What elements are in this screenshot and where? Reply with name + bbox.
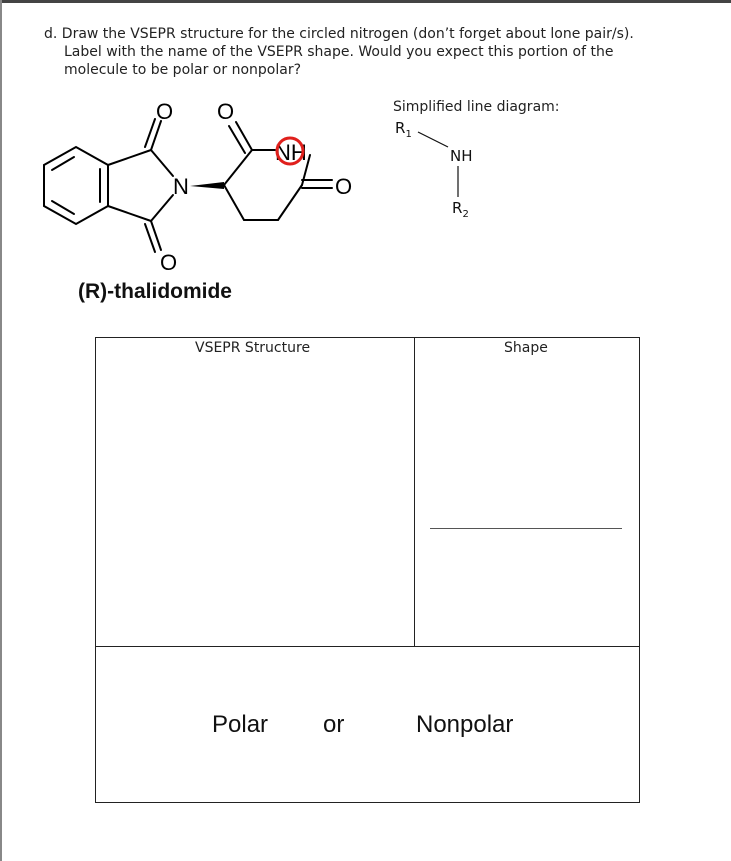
shape-cell[interactable] xyxy=(414,337,640,647)
atom-oxygen: O xyxy=(217,99,235,124)
bond xyxy=(108,206,151,221)
benzene-ring xyxy=(44,147,108,224)
polarity-cell xyxy=(95,646,640,803)
bond-r1-n xyxy=(418,132,448,147)
thalidomide-structure xyxy=(30,90,380,280)
question-line-2: Label with the name of the VSEPR shape. Would you expect this portion of the xyxy=(64,44,614,60)
atom-oxygen: O xyxy=(160,250,178,275)
carbonyl-bond xyxy=(236,122,252,150)
simplified-diagram-title: Simplified line diagram: xyxy=(393,99,560,115)
bond xyxy=(108,150,151,165)
wedge-bond xyxy=(190,182,224,189)
atom-nitrogen-imide: N xyxy=(173,174,189,199)
question-text xyxy=(44,25,704,79)
r2-group: $R_2$ xyxy=(452,199,469,220)
atom-oxygen: O xyxy=(156,99,174,124)
bond xyxy=(224,185,244,220)
bond xyxy=(278,185,302,220)
atom-nh-circled: NH xyxy=(275,140,307,165)
shape-answer-line[interactable] xyxy=(430,528,622,529)
atom-oxygen: O xyxy=(335,174,353,199)
carbonyl-bond xyxy=(229,126,245,153)
question-line-1: d. Draw the VSEPR structure for the circled nitrogen (don’t forget about lone pair/s). xyxy=(44,26,634,42)
polar-option[interactable]: Polar xyxy=(212,711,269,738)
or-text: or xyxy=(323,711,345,738)
vsepr-structure-header: VSEPR Structure xyxy=(195,340,311,356)
molecule-name: (R)-thalidomide xyxy=(78,280,232,303)
shape-header: Shape xyxy=(504,340,548,356)
nh-group: NH xyxy=(450,147,473,165)
bond xyxy=(224,150,252,185)
vsepr-structure-cell[interactable] xyxy=(95,337,415,647)
simplified-line-diagram xyxy=(380,95,500,225)
r1-group: $R_1$ xyxy=(395,119,412,140)
bond xyxy=(151,150,173,176)
question-line-3: molecule to be polar or nonpolar? xyxy=(64,62,302,78)
page-left-border xyxy=(0,0,2,861)
page-top-border xyxy=(0,0,731,3)
nonpolar-option[interactable]: Nonpolar xyxy=(416,711,514,738)
bond xyxy=(151,195,173,221)
